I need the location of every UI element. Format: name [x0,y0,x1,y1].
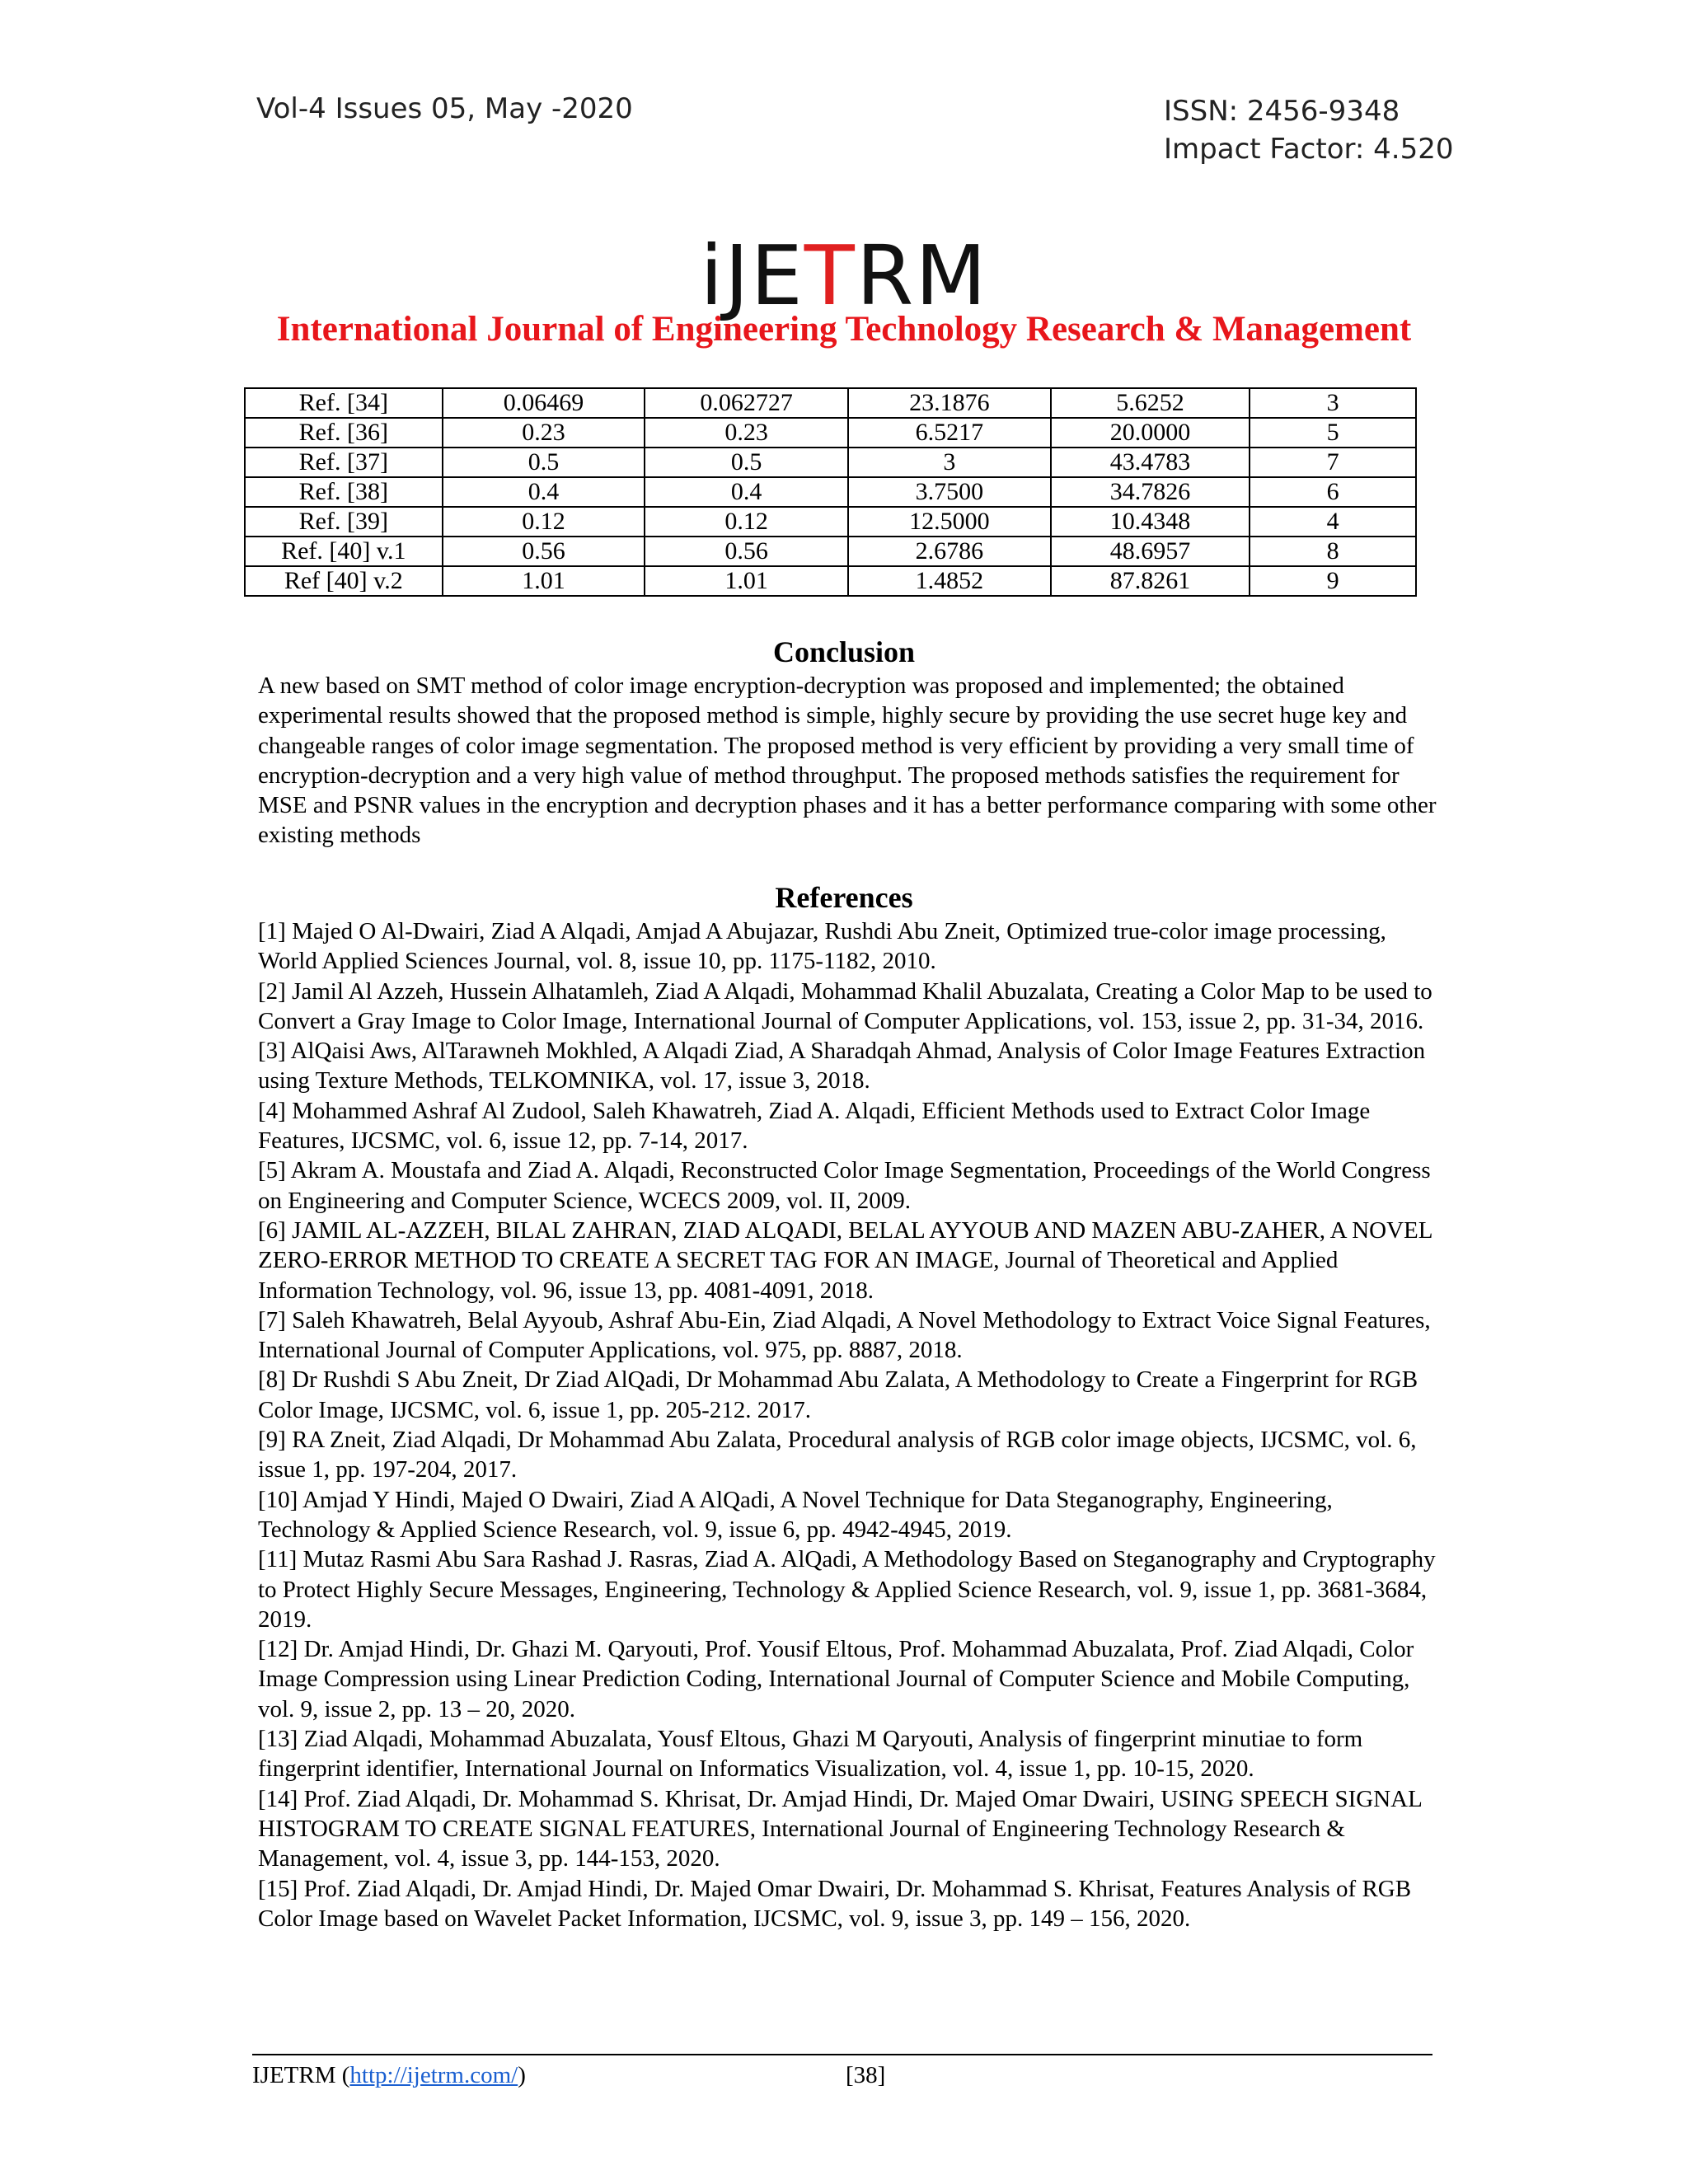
reference-item: [10] Amjad Y Hindi, Majed O Dwairi, Ziad A AlQadi, A Novel Technique for Data Steganography, Engineering, Technology & Applied Science Research, vol. 9, issue 6, pp. 4942-4945, 2019. [258,1486,1333,1543]
reference-item: [8] Dr Rushdi S Abu Zneit, Dr Ziad AlQadi, Dr Mohammad Abu Zalata, A Methodology to Create a Fingerprint for RGB Color Image, IJCSMC, vol. 6, issue 1, pp. 205-212. 2017. [258,1366,1418,1423]
table-cell: 0.23 [443,418,645,448]
table-cell: 1.01 [443,566,645,596]
table-cell: 9 [1250,566,1416,596]
references-list [258,916,1437,1933]
table-cell: 0.56 [443,537,645,566]
footer-link[interactable]: http://ijetrm.com/ [349,2062,518,2088]
journal-logo [0,227,1688,324]
table-cell: 5 [1250,418,1416,448]
table-cell: 7 [1250,448,1416,477]
reference-item: [13] Ziad Alqadi, Mohammad Abuzalata, Yousf Eltous, Ghazi M Qaryouti, Analysis of fingerprint minutiae to form fingerprint identifier, International Journal on Informatics Visualization, vol. 4, issue 1, pp. 10-15, 2020. [258,1726,1363,1783]
table-cell: 23.1876 [848,388,1051,418]
table-row [245,418,1416,448]
table-cell: 0.5 [443,448,645,477]
table-cell: 0.5 [645,448,848,477]
table-cell: 4 [1250,507,1416,537]
table-cell: 0.06469 [443,388,645,418]
reference-item: [2] Jamil Al Azzeh, Hussein Alhatamleh, Ziad A Alqadi, Mohammad Khalil Abuzalata, Creating a Color Map to be used to Convert a Gray Image to Color Image, International Journal of Computer Applications, vol. 153, issue 2, pp. 31-34, 2016. [258,977,1432,1034]
conclusion-heading: Conclusion [772,635,916,668]
table-row [245,507,1416,537]
table-cell: 1.01 [645,566,848,596]
table-cell: 0.4 [645,477,848,507]
reference-item: [4] Mohammed Ashraf Al Zudool, Saleh Khawatreh, Ziad A. Alqadi, Efficient Methods used to Extract Color Image Features, IJCSMC, vol. 6, issue 12, pp. 7-14, 2017. [258,1097,1371,1155]
header-issn: ISSN: 2456-9348 [1164,95,1400,128]
results-table-body [245,388,1416,596]
reference-item: [11] Mutaz Rasmi Abu Sara Rashad J. Rasras, Ziad A. AlQadi, A Methodology Based on Steganography and Cryptography to Protect Highly Secure Messages, Engineering, Technology & Applied Science Research, vol. 9, issue 1, pp. 3681-3684, 2019. [258,1546,1436,1633]
footer-divider [252,2054,1432,2055]
reference-item: [3] AlQaisi Aws, AlTarawneh Mokhled, A Alqadi Ziad, A Sharadqah Ahmad, Analysis of Color Image Features Extraction using Texture Methods, TELKOMNIKA, vol. 17, issue 3, 2018. [258,1038,1426,1094]
table-cell: 12.5000 [848,507,1051,537]
table-cell: 2.6786 [848,537,1051,566]
references-heading: References [775,881,913,914]
table-cell: 1.4852 [848,566,1051,596]
page-number: [38] [846,2062,886,2088]
results-table [244,387,1417,597]
table-cell: 0.4 [443,477,645,507]
table-row [245,448,1416,477]
table-cell: Ref. [34] [245,388,443,418]
logo-text-post: RM [856,227,988,324]
footer-name: IJETRM ( [252,2062,350,2088]
reference-item: [15] Prof. Ziad Alqadi, Dr. Amjad Hindi, Dr. Majed Omar Dwairi, Dr. Mohammad S. Khrisat, Features Analysis of RGB Color Image based on Wavelet Packet Information, IJCSMC, vol. 9, issue 3, pp. 149 – 156, 2020. [258,1875,1412,1932]
reference-item: [9] RA Zneit, Ziad Alqadi, Dr Mohammad Abu Zalata, Procedural analysis of RGB color image objects, IJCSMC, vol. 6, issue 1, pp. 197-204, 2017. [258,1427,1417,1483]
conclusion-text: A new based on SMT method of color image encryption-decryption was proposed and implemented; the obtained experimental results showed that the proposed method is simple, highly secure by providing the use secret huge key and changeable ranges of color image segmentation. The proposed method is very efficient by providing a very small time of encryption-decryption and a very high value of method throughput. The proposed methods satisfies the requirement for MSE and PSNR values in the encryption and decryption phases and it has a better performance comparing with some other existing methods [258,673,1437,849]
table-cell: 5.6252 [1051,388,1250,418]
table-cell: 3.7500 [848,477,1051,507]
header-impact-factor: Impact Factor: 4.520 [1164,133,1454,166]
table-row [245,566,1416,596]
table-cell: 20.0000 [1051,418,1250,448]
table-cell: Ref. [40] v.1 [245,537,443,566]
table-cell: Ref. [39] [245,507,443,537]
table-cell: 0.12 [645,507,848,537]
table-cell: 3 [1250,388,1416,418]
table-cell: Ref. [38] [245,477,443,507]
journal-title: International Journal of Engineering Technology Research & Management [276,310,1412,349]
table-cell: 0.56 [645,537,848,566]
table-cell: 34.7826 [1051,477,1250,507]
reference-item: [5] Akram A. Moustafa and Ziad A. Alqadi, Reconstructed Color Image Segmentation, Proceedings of the World Congress on Engineering and Computer Science, WCECS 2009, vol. II, 2009. [258,1157,1431,1214]
header-right [1164,92,1453,168]
reference-item: [1] Majed O Al-Dwairi, Ziad A Alqadi, Amjad A Abujazar, Rushdi Abu Zneit, Optimized true-color image processing, World Applied Sciences Journal, vol. 8, issue 10, pp. 1175-1182, 2010. [258,918,1386,975]
table-cell: 6.5217 [848,418,1051,448]
reference-item: [14] Prof. Ziad Alqadi, Dr. Mohammad S. Khrisat, Dr. Amjad Hindi, Dr. Majed Omar Dwairi, USING SPEECH SIGNAL HISTOGRAM TO CREATE SIGNAL FEATURES, International Journal of Engineering Technology Research & Management, vol. 4, issue 3, pp. 144-153, 2020. [258,1785,1422,1872]
table-cell: 87.8261 [1051,566,1250,596]
table-cell: 3 [848,448,1051,477]
table-cell: Ref [40] v.2 [245,566,443,596]
table-cell: 8 [1250,537,1416,566]
table-cell: 0.062727 [645,388,848,418]
logo-text-accent: T [804,227,856,324]
table-row [245,388,1416,418]
reference-item: [7] Saleh Khawatreh, Belal Ayyoub, Ashraf Abu-Ein, Ziad Alqadi, A Novel Methodology to Extract Voice Signal Features, International Journal of Computer Applications, vol. 975, pp. 8887, 2018. [258,1306,1431,1364]
table-row [245,537,1416,566]
reference-item: [12] Dr. Amjad Hindi, Dr. Ghazi M. Qaryouti, Prof. Yousif Eltous, Prof. Mohammad Abuzalata, Prof. Ziad Alqadi, Color Image Compression using Linear Prediction Coding, International Journal of Computer Science and Mobile Computing, vol. 9, issue 2, pp. 13 – 20, 2020. [258,1636,1414,1722]
table-cell: 6 [1250,477,1416,507]
table-cell: 10.4348 [1051,507,1250,537]
table-cell: 0.12 [443,507,645,537]
footer-close: ) [518,2062,526,2088]
table-cell: 0.23 [645,418,848,448]
footer-journal [252,2062,526,2089]
table-cell: 48.6957 [1051,537,1250,566]
logo-text-pre: iJE [700,227,804,324]
header-volume: Vol-4 Issues 05, May -2020 [256,92,633,125]
table-cell: Ref. [37] [245,448,443,477]
table-cell: Ref. [36] [245,418,443,448]
table-cell: 43.4783 [1051,448,1250,477]
reference-item: [6] JAMIL AL-AZZEH, BILAL ZAHRAN, ZIAD ALQADI, BELAL AYYOUB AND MAZEN ABU-ZAHER, A NOVEL ZERO-ERROR METHOD TO CREATE A SECRET TAG FOR AN IMAGE, Journal of Theoretical and Applied Information Technology, vol. 96, issue 13, pp. 4081-4091, 2018. [258,1216,1432,1304]
table-row [245,477,1416,507]
